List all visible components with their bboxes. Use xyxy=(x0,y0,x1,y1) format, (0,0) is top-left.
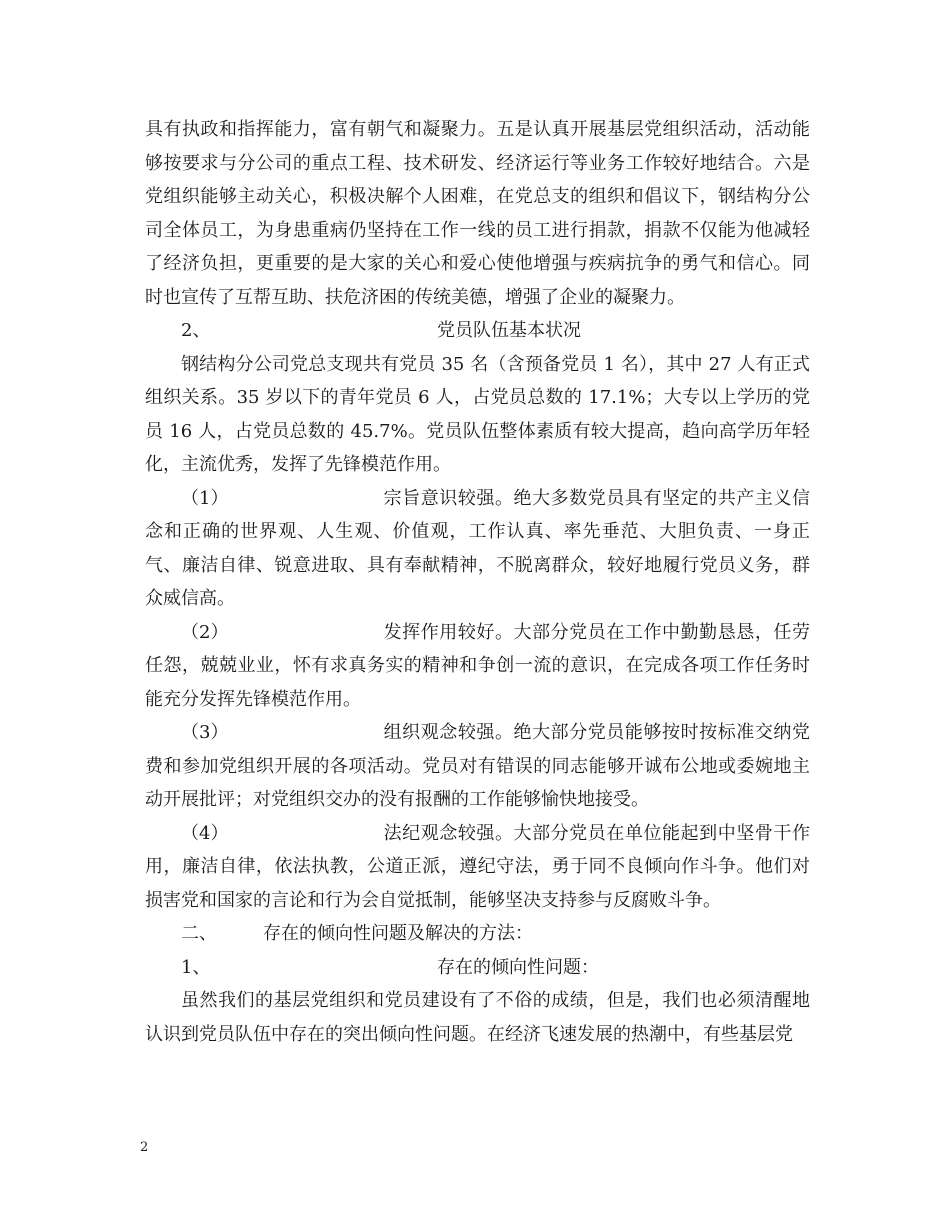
subheading-text: 党员队伍基本状况 xyxy=(437,320,581,341)
list-item-3-number: （3） xyxy=(181,722,229,743)
subheading-party-members-status xyxy=(145,314,810,348)
document-body xyxy=(145,113,810,1051)
list-item-3 xyxy=(145,716,810,817)
list-item-4-number: （4） xyxy=(181,822,229,844)
subheading-number: 1、 xyxy=(181,956,211,978)
page-number: 2 xyxy=(140,1140,149,1155)
list-item-4 xyxy=(145,817,810,918)
paragraph-continuation: 具有执政和指挥能力，富有朝气和凝聚力。五是认真开展基层党组织活动，活动能够按要求与分公司的重点工程、技术研发、经济运行等业务工作较好地结合。六是党组织能够主动关心，积极决解个人困难，在党总支的组织和倡议下，钢结构分公司全体员工，为身患重病仍坚持在工作一线的员工进行捐款，捐款不仅能为他减轻了经济负担，更重要的是大家的关心和爱心使他增强与疾病抗争的勇气和信心。同时也宣传了互帮互助、扶危济困的传统美德，增强了企业的凝聚力。 xyxy=(145,119,810,308)
list-item-2-text: 发挥作用较好。大部分党员在工作中勤勤恳恳，任劳任怨，兢兢业业，怀有求真务实的精神和争创一流的意识，在完成各项工作任务时能充分发挥先锋模范作用。 xyxy=(145,621,810,710)
section-number: 二、 xyxy=(181,923,217,944)
list-item-2 xyxy=(145,616,810,717)
list-item-1-number: （1） xyxy=(181,487,229,509)
list-item-3-text: 组织观念较强。绝大部分党员能够按时按标准交纳党费和参加党组织开展的各项活动。党员对有错误的同志能够开诚布公地或委婉地主动开展批评；对党组织交办的没有报酬的工作能够愉快地接受。 xyxy=(145,722,810,810)
subheading-text: 存在的倾向性问题： xyxy=(437,956,599,978)
section-title: 存在的倾向性问题及解决的方法： xyxy=(263,923,533,944)
paragraph-problems-intro: 虽然我们的基层党组织和党员建设有了不俗的成绩，但是，我们也必须清醒地认识到党员队伍中存在的突出倾向性问题。在经济飞速发展的热潮中，有些基层党 xyxy=(145,990,810,1045)
subheading-number: 2、 xyxy=(181,320,211,341)
subheading-tendency-problems xyxy=(145,951,810,985)
list-item-2-number: （2） xyxy=(181,621,229,643)
list-item-4-text: 法纪观念较强。大部分党员在单位能起到中坚骨干作用，廉洁自律，依法执教，公道正派，遵纪守法，勇于同不良倾向作斗争。他们对损害党和国家的言论和行为会自觉抵制，能够坚决支持参与反腐败斗争。 xyxy=(145,822,810,911)
paragraph-member-statistics: 钢结构分公司党总支现共有党员 35 名（含预备党员 1 名），其中 27 人有正式组织关系。35 岁以下的青年党员 6 人，占党员总数的 17.1%；大专以上学历的党员 16 人，占党员总数的 45.7%。党员队伍整体素质有较大提高，趋向高学历年轻化，主流优秀，发挥了先锋模范作用。 xyxy=(145,353,810,475)
section-heading-problems xyxy=(145,917,810,951)
list-item-1 xyxy=(145,482,810,616)
list-item-1-text: 宗旨意识较强。绝大多数党员具有坚定的共产主义信念和正确的世界观、人生观、价值观，工作认真、率先垂范、大胆负责、一身正气、廉洁自律、锐意进取、具有奉献精神，不脱离群众，较好地履行党员义务，群众威信高。 xyxy=(145,487,810,609)
